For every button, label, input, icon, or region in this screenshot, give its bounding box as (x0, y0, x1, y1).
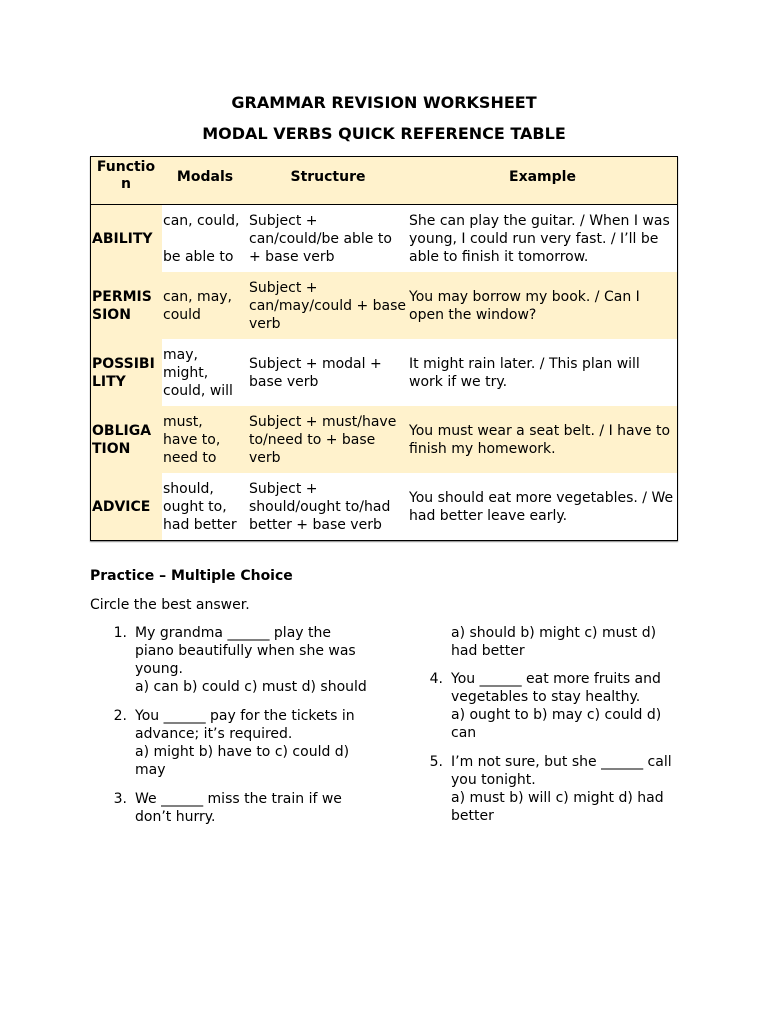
question-item (90, 790, 370, 826)
modal-verbs-table (90, 156, 678, 541)
question-number: 5. (429, 754, 443, 770)
example-cell: You should eat more vegetables. / We had better leave early. (409, 489, 674, 524)
modals-cell: can, could, be able to (163, 212, 240, 265)
header-function: Functio n (96, 159, 156, 192)
table-row-permission (91, 272, 677, 339)
example-cell: She can play the guitar. / When I was young, I could run very fast. / I’ll be able to finish it tomorrow. (409, 212, 670, 265)
question-options: a) ought to b) may c) could d) can (451, 707, 662, 741)
modals-cell: can, may, could (163, 288, 233, 323)
question-options: a) should b) might c) must d) had better (451, 625, 657, 659)
question-text: We ______ miss the train if we don’t hurry. (135, 791, 342, 825)
table-row-ability (91, 205, 677, 272)
modals-cell: should, ought to, had better (163, 480, 237, 533)
header-modals: Modals (176, 169, 234, 185)
question-text: My grandma ______ play the piano beautifully when she was young. (135, 625, 356, 677)
question-item (420, 670, 682, 742)
header-structure: Structure (290, 169, 366, 185)
question-options: a) might b) have to c) could d) may (135, 744, 350, 778)
question-item (90, 624, 370, 696)
structure-cell: Subject + modal + base verb (249, 355, 382, 390)
structure-cell: Subject + can/could/be able to + base verb (249, 212, 392, 265)
question-item (90, 707, 370, 779)
example-cell: It might rain later. / This plan will work if we try. (409, 355, 640, 390)
table-row-advice (91, 473, 677, 540)
questions-left-column (90, 624, 370, 837)
table-title: MODAL VERBS QUICK REFERENCE TABLE (202, 124, 566, 143)
worksheet-title: GRAMMAR REVISION WORKSHEET (231, 93, 537, 112)
questions-right-column (420, 624, 682, 836)
question-number: 3. (113, 791, 127, 807)
question-number: 2. (113, 708, 127, 724)
question-item (420, 753, 682, 825)
question-options: a) can b) could c) must d) should (135, 679, 367, 695)
structure-cell: Subject + should/ought to/had better + base verb (249, 480, 391, 533)
question-text: You ______ pay for the tickets in advance; it’s required. (135, 708, 355, 742)
question-text: I’m not sure, but she ______ call you tonight. (451, 754, 672, 788)
structure-cell: Subject + must/have to/need to + base verb (249, 413, 397, 466)
practice-heading: Practice – Multiple Choice (90, 568, 293, 584)
example-cell: You may borrow my book. / Can I open the window? (409, 288, 640, 323)
header-example: Example (509, 169, 576, 185)
question-number: 4. (429, 671, 443, 687)
question-text: You ______ eat more fruits and vegetables to stay healthy. (451, 671, 661, 705)
modals-cell: may, might, could, will (163, 346, 233, 399)
question-number: 1. (113, 625, 127, 641)
table-row-possibility (91, 339, 677, 406)
table-header-row (91, 157, 677, 205)
function-cell: ADVICE (91, 473, 162, 540)
practice-instruction: Circle the best answer. (90, 597, 250, 613)
question-options: a) must b) will c) might d) had better (451, 790, 664, 824)
function-cell: ABILITY (91, 205, 162, 272)
table-row-obligation (91, 406, 677, 473)
function-cell: OBLIGA TION (91, 406, 162, 473)
function-cell: PERMIS SION (91, 272, 162, 339)
modals-cell: must, have to, need to (163, 413, 221, 466)
structure-cell: Subject + can/may/could + base verb (249, 279, 407, 332)
example-cell: You must wear a seat belt. / I have to finish my homework. (409, 422, 671, 457)
function-cell: POSSIBI LITY (91, 339, 162, 406)
